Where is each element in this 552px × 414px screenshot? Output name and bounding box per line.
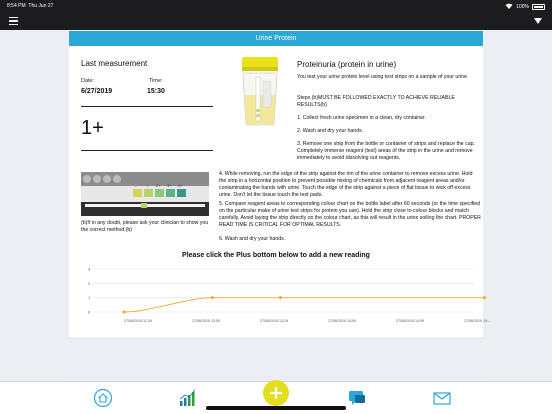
x-tick-label: 27/06/2019 14:09 (328, 319, 356, 323)
urine-cup-image (236, 55, 284, 127)
data-point[interactable] (123, 311, 126, 314)
bar-chart-icon (178, 388, 198, 408)
instructions-intro: You test your urine protein level using test strips on a sample of your urine. (297, 74, 469, 80)
y-tick-label: 3 (88, 266, 91, 272)
scale-label: - (135, 183, 137, 188)
scale-label: 4+ (178, 183, 183, 188)
instructions-step-4: 4. While removing, run the edge of the strip against the rim of the urine container to remove excess urine. Hold the strip in a horizontal position to prevent possible mixing of chemicals from adjacent reagent areas and/or contaminating the hands with urine. Touch the edge of the strip against a piece of flat tissue to wick off excess urine. Don't let the tissue touch the test pads. (219, 171, 473, 199)
status-bar (0, 0, 552, 12)
status-time: 8:54 PM Thu Jun 27 (7, 3, 54, 9)
plus-icon (268, 385, 284, 401)
x-tick-label: 27/06/2019 12:59 (192, 319, 220, 323)
time-value: 15:30 (147, 88, 165, 95)
wifi-icon (505, 3, 513, 11)
dropdown-icon[interactable] (532, 15, 544, 27)
scale-label: 3+ (167, 183, 172, 188)
add-reading-prompt: Please click the Plus bottom below to add a new reading (182, 252, 370, 259)
chat-icon (347, 388, 367, 408)
add-reading-button[interactable] (263, 380, 289, 406)
footer-panel (69, 337, 483, 381)
status-right (505, 3, 545, 11)
divider (81, 106, 213, 107)
battery-icon (532, 4, 545, 10)
instructions-step-2: 2. Wash and dry your hands. (297, 128, 364, 134)
instructions-step-3: 3. Remove one strip from the bottle or container of strips and replace the cap. Completely immerse reagent (test) areas of the strip in the urine and remove immediately to avoid dissolving out reagents. (297, 141, 475, 162)
last-measurement-title: Last measurement (81, 59, 148, 68)
x-tick-label: 27/06/2019 15:... (464, 319, 491, 323)
scale-label: 2+ (156, 183, 161, 188)
date-label: Date: (81, 78, 95, 84)
test-strip-image (81, 172, 209, 216)
time-label: Time: (149, 78, 163, 84)
menu-icon[interactable] (9, 17, 18, 25)
home-icon (93, 388, 113, 408)
mail-icon (432, 388, 452, 408)
home-indicator (206, 406, 346, 410)
date-value: 6/27/2019 (81, 88, 113, 95)
instructions-step-6: 6. Wash and dry your hands. (219, 236, 286, 242)
y-tick-label: 2 (88, 280, 91, 286)
instructions-step-5: 5. Compare reagent areas to corresponding colour chart on the bottle label after 60 seconds (or the time specified on the particular make of urine test strips for protein you use). Hold the strip close to colour blocks and match carefully. Avoid laying the strip directly on the colour chart, as this will result in the urine soiling the chart. PROPER READ TIME IS CRITICAL FOR OPTIMAL RESULTS. (219, 201, 481, 229)
data-point[interactable] (483, 296, 486, 299)
tab-mail[interactable] (431, 388, 453, 408)
reading-chart (84, 263, 491, 333)
instructions-steps-heading: Steps (b)MUST BE FOLLOWED EXACTLY TO ACHIEVE RELIABLE RESULTS(b) (297, 95, 455, 109)
series-line (124, 298, 484, 312)
battery-percent: 100% (516, 4, 529, 10)
y-tick-label: 1 (88, 295, 91, 301)
tab-home[interactable] (92, 388, 114, 408)
divider (81, 150, 213, 151)
x-tick-label: 27/06/2019 13:19 (260, 319, 288, 323)
nav-bar (0, 12, 552, 30)
reading-value: 1+ (81, 117, 104, 139)
tab-stats[interactable] (177, 388, 199, 408)
clinician-note: (b)If in any doubt, please ask your clinician to show you the correct method.(b) (81, 220, 209, 234)
data-point[interactable] (211, 296, 214, 299)
x-tick-label: 27/06/2019 11:39 (124, 319, 152, 323)
scale-label: + (146, 183, 149, 188)
x-tick-label: 27/06/2019 14:59 (396, 319, 424, 323)
data-point[interactable] (279, 296, 282, 299)
tab-messages[interactable] (346, 388, 368, 408)
instructions-step-1: 1. Collect fresh urine specimen in a clean, dry container. (297, 115, 426, 121)
y-tick-label: 0 (88, 309, 91, 315)
instructions-title: Proteinuria (protein in urine) (297, 60, 397, 69)
page-title: Urine Protein (69, 31, 483, 46)
